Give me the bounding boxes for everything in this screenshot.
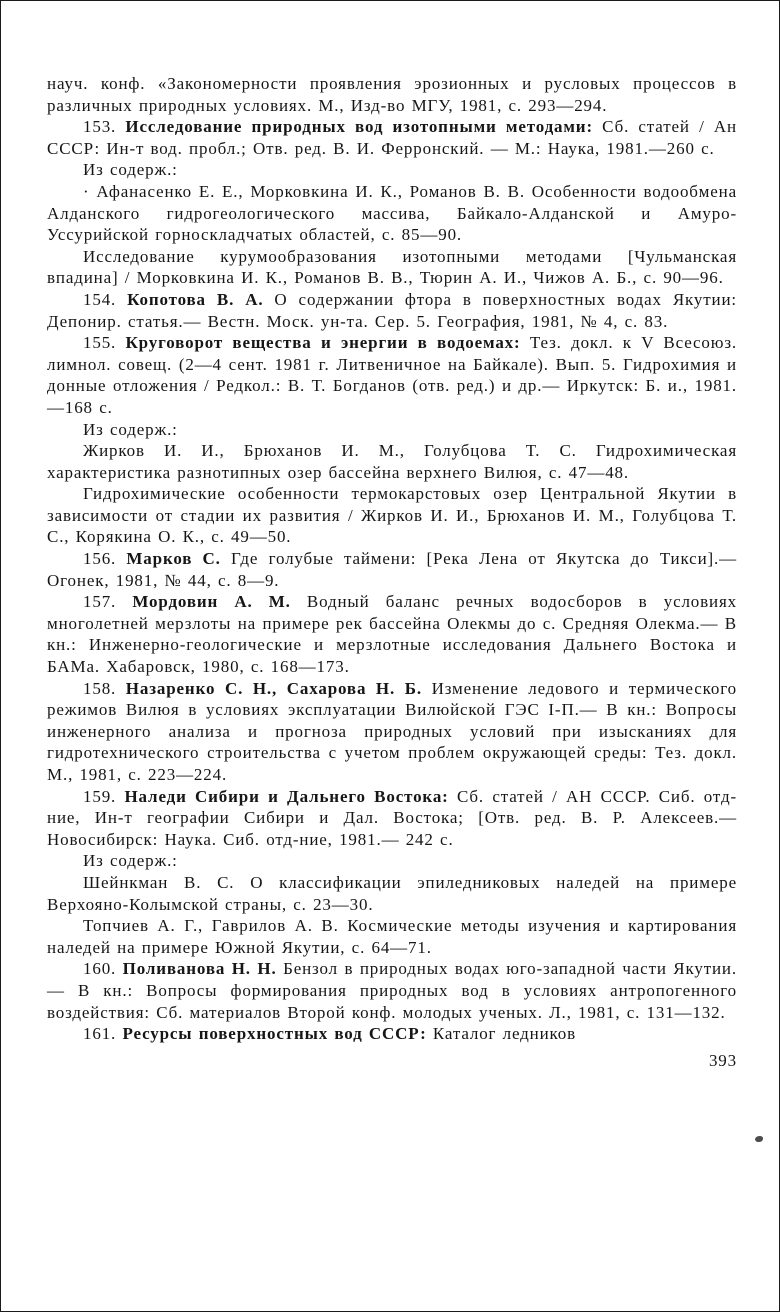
entry-text: 154. xyxy=(83,289,128,309)
entry-text: Бензол в природных водах юго-западной части Якутии.— В кн.: Вопросы формирования природных вод в условиях антропогенного воздействия: Сб. материалов Второй конф. молодых ученых. Л., 1981, с. 131—132. xyxy=(47,959,737,1022)
bibliography-paragraph xyxy=(47,289,737,332)
entry-text: Топчиев А. Г., Гаврилов А. В. Космические методы изучения и картирования наледей на примере Южной Якутии, с. 64—71. xyxy=(47,916,737,957)
entry-text: 159. xyxy=(83,786,125,806)
bibliography-paragraph xyxy=(47,73,737,116)
bibliography-paragraph xyxy=(47,786,737,851)
entry-text: 161. xyxy=(83,1024,123,1044)
entry-text: О содержании фтора в поверхностных водах Якутии: Депонир. статья.— Вестн. Моск. ун-та. Сер. 5. География, 1981, № 4, с. 83. xyxy=(47,289,737,331)
entry-heading: Назаренко С. Н., Сахарова Н. Б. xyxy=(125,678,422,698)
entry-text: Сб. статей / АН СССР. Сиб. отд-ние, Ин-т географии Сибири и Дал. Востока; [Отв. ред. В. Р. Алексеев.— Новосибирск: Наука. Сиб. отд-ние, 1981.— 242 с. xyxy=(47,786,737,849)
entry-text: Гидрохимические особенности термокарстовых озер Центральной Якутии в зависимости от стадии их развития / Жирков И. И., Брюханов И. М., Голубцова Т. С., Корякина О. К., с. 49—50. xyxy=(47,484,737,547)
bibliography-paragraph xyxy=(47,915,737,958)
entry-text: 153. xyxy=(83,117,126,137)
entry-heading: Наледи Сибири и Дальнего Востока: xyxy=(124,786,449,806)
ink-speck xyxy=(755,1136,763,1142)
entry-text: Тез. докл. к V Всесоюз. лимнол. совещ. (2—4 сент. 1981 г. Литвеничное на Байкале). Вып. 5. Гидрохимия и донные отложения / Редкол.: В. Т. Богданов (отв. ред.) и др.— Иркутск: Б. и., 1981.—168 с. xyxy=(47,333,737,417)
bibliography-paragraph xyxy=(47,483,737,548)
entry-text: 156. xyxy=(83,549,127,569)
bibliography-paragraph xyxy=(47,440,737,483)
bibliography-paragraph xyxy=(47,419,737,441)
bibliography-paragraph xyxy=(47,850,737,872)
bibliography-paragraph xyxy=(47,116,737,159)
entry-text: Сб. статей / Ан СССР: Ин-т вод. пробл.; Отв. ред. В. И. Ферронский. — М.: Наука, 1981.—260 с. xyxy=(47,117,737,158)
bibliography-paragraph xyxy=(47,181,737,246)
entry-heading: Мордовин А. М. xyxy=(132,592,291,612)
entry-text: 160. xyxy=(83,959,123,979)
entry-heading: Ресурсы поверхностных вод СССР: xyxy=(122,1024,427,1044)
entry-text: Из содерж.: xyxy=(83,851,178,871)
entry-text: Из содерж.: xyxy=(83,160,178,180)
entry-heading: Поливанова Н. Н. xyxy=(122,959,277,979)
bibliography-paragraph xyxy=(47,548,737,591)
bibliography-paragraph xyxy=(47,678,737,786)
entry-text: · Афанасенко Е. Е., Морковкина И. К., Романов В. В. Особенности водообмена Алданского гидрогеологического массива, Байкало-Алданской и Амуро-Уссурийской горноскладчатых областей, с. 85—90. xyxy=(47,181,737,245)
entry-text: Исследование курумообразования изотопными методами [Чульманская впадина] / Морковкина И. К., Романов В. В., Тюрин А. И., Чижов А. Б., с. 90—96. xyxy=(47,246,737,288)
page-number: 393 xyxy=(708,1050,737,1070)
entry-text: Из содерж.: xyxy=(83,419,178,439)
bibliography-paragraph xyxy=(47,591,737,677)
entry-text: Шейнкман В. С. О классификации эпиледниковых наледей на примере Верхояно-Колымской страны, с. 23—30. xyxy=(47,872,737,914)
bibliography-paragraph xyxy=(47,159,737,181)
entry-heading: Круговорот вещества и энергии в водоемах: xyxy=(125,333,521,353)
bibliography-text xyxy=(47,73,737,1045)
entry-text: Где голубые таймени: [Река Лена от Якутска до Тикси].— Огонек, 1981, № 44, с. 8—9. xyxy=(47,549,737,590)
bibliography-paragraph xyxy=(47,1023,737,1045)
entry-text: 157. xyxy=(83,592,133,612)
entry-text: Жирков И. И., Брюханов И. М., Голубцова Т. С. Гидрохимическая характеристика разнотипных озер бассейна верхнего Вилюя, с. 47—48. xyxy=(47,441,737,482)
entry-heading: Исследование природных вод изотопными методами: xyxy=(125,117,593,137)
entry-heading: Марков С. xyxy=(126,549,221,569)
bibliography-paragraph xyxy=(47,958,737,1023)
entry-heading: Копотова В. А. xyxy=(127,289,264,309)
bibliography-paragraph xyxy=(47,246,737,289)
entry-text: Каталог ледников xyxy=(426,1024,577,1044)
bibliography-paragraph xyxy=(47,332,737,418)
entry-text: Изменение ледового и термического режимов Вилюя в условиях эксплуатации Вилюйской ГЭС I-П.— В кн.: Вопросы инженерного анализа и прогноза природных условий при изысканиях для гидротехнического строительства с учетом проблем окружающей среды: Тез. докл. М., 1981, с. 223—224. xyxy=(47,678,737,784)
bibliography-paragraph xyxy=(47,872,737,915)
entry-text: 155. xyxy=(83,333,126,353)
entry-text: науч. конф. «Закономерности проявления эрозионных и русловых процессов в различных природных условиях. М., Изд-во МГУ, 1981, с. 293—294. xyxy=(47,74,737,115)
entry-text: 158. xyxy=(83,678,126,698)
entry-text: Водный баланс речных водосборов в условиях многолетней мерзлоты на примере рек бассейна Олекмы до с. Средняя Олекма.— В кн.: Инженерно-геологические и мерзлотные исследования Дальнего Востока и БАМа. Хабаровск, 1980, с. 168—173. xyxy=(47,592,738,677)
